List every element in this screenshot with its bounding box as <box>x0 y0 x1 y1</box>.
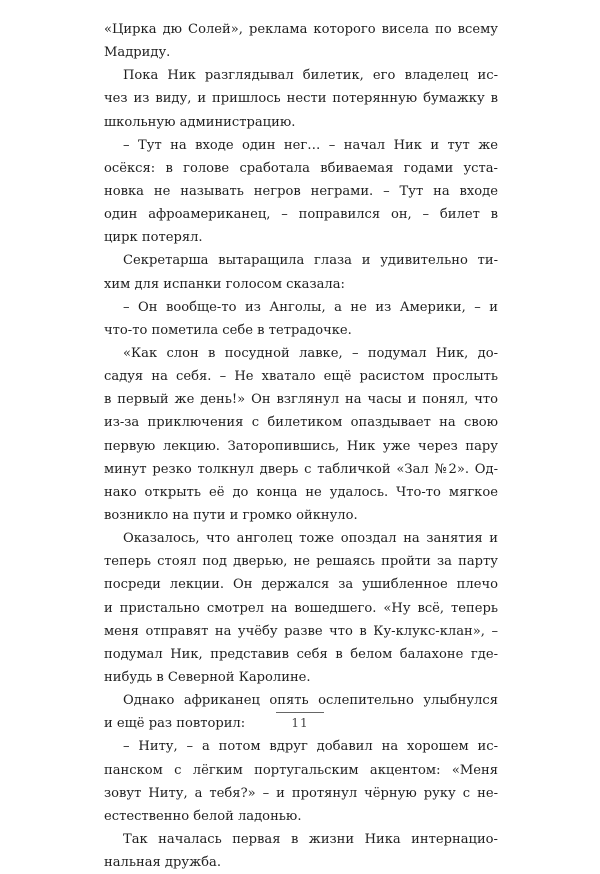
text-line: подумал Ник, представив себя в белом балахоне где- <box>104 646 498 662</box>
text-line: Однако африканец опять ослепительно улыбнулся <box>123 693 498 709</box>
text-line: чез из виду, и пришлось нести потерянную бумажку в <box>104 91 498 107</box>
text-line: что-то пометила себе в тетрадочке. <box>104 322 352 338</box>
text-line: меня отправят на учёбу разве что в Ку-клукс-клан», – <box>104 623 498 639</box>
text-line: садуя на себя. – Не хватало ещё расистом прослыть <box>104 369 498 385</box>
text-line: хим для испанки голосом сказала: <box>104 276 345 292</box>
text-line: – Ниту, – а потом вдруг добавил на хорошем ис- <box>123 739 498 755</box>
text-line: посреди лекции. Он держался за ушибленное плечо <box>104 577 498 593</box>
text-line: возникло на пути и громко ойкнуло. <box>104 507 358 523</box>
paragraph <box>104 735 498 828</box>
text-line: – Тут на входе один нег… – начал Ник и тут же <box>123 137 498 153</box>
text-line: панском с лёгким португальским акцентом: «Меня <box>104 762 498 778</box>
paragraph <box>104 249 498 295</box>
text-line: новка не называть негров неграми. – Тут на входе <box>104 183 498 199</box>
text-line: естественно белой ладонью. <box>104 808 302 824</box>
text-line: первую лекцию. Заторопившись, Ник уже через пару <box>104 438 498 454</box>
text-line: минут резко толкнул дверь с табличкой «Зал №2». Од- <box>104 461 498 477</box>
text-line: Пока Ник разглядывал билетик, его владелец ис- <box>123 68 498 84</box>
body-text <box>104 18 498 874</box>
paragraph <box>104 296 498 342</box>
text-line: и ещё раз повторил: <box>104 716 246 732</box>
text-line: нибудь в Северной Каролине. <box>104 669 311 685</box>
paragraph <box>104 64 498 133</box>
page-number: 11 <box>291 716 309 730</box>
text-line: Так началась первая в жизни Ника интернацио- <box>123 831 498 847</box>
text-line: Оказалось, что анголец тоже опоздал на занятия и <box>123 531 498 547</box>
text-line: школьную администрацию. <box>104 114 296 130</box>
text-line: Секретарша вытаращила глаза и удивительно ти- <box>123 253 498 269</box>
text-line: и пристально смотрел на вошедшего. «Ну всё, теперь <box>104 600 498 616</box>
text-line: – Он вообще-то из Анголы, а не из Америки, – и <box>123 299 498 315</box>
text-line: «Как слон в посудной лавке, – подумал Ник, до- <box>123 345 498 361</box>
paragraph <box>104 527 498 689</box>
text-line: зовут Ниту, а тебя?» – и протянул чёрную руку с не- <box>104 785 498 801</box>
text-line: цирк потерял. <box>104 230 203 246</box>
paragraph <box>104 18 498 64</box>
text-line: один афроамериканец, – поправился он, – билет в <box>104 207 498 223</box>
paragraph <box>104 342 498 527</box>
text-line: «Цирка дю Солей», реклама которого висела по всему <box>104 22 498 37</box>
text-line: теперь стоял под дверью, не решаясь пройти за парту <box>104 554 498 570</box>
text-line: нако открыть её до конца не удалось. Что-то мягкое <box>104 484 498 500</box>
paragraph <box>104 828 498 874</box>
text-line: в первый же день!» Он взглянул на часы и понял, что <box>104 392 498 408</box>
text-line: из-за приключения с билетиком опаздывает на свою <box>104 415 498 431</box>
paragraph <box>104 134 498 250</box>
text-line: осёкся: в голове сработала вбиваемая годами уста- <box>104 160 498 176</box>
text-line: нальная дружба. <box>104 855 221 871</box>
text-line: Мадриду. <box>104 45 171 61</box>
footer-rule <box>276 712 324 713</box>
